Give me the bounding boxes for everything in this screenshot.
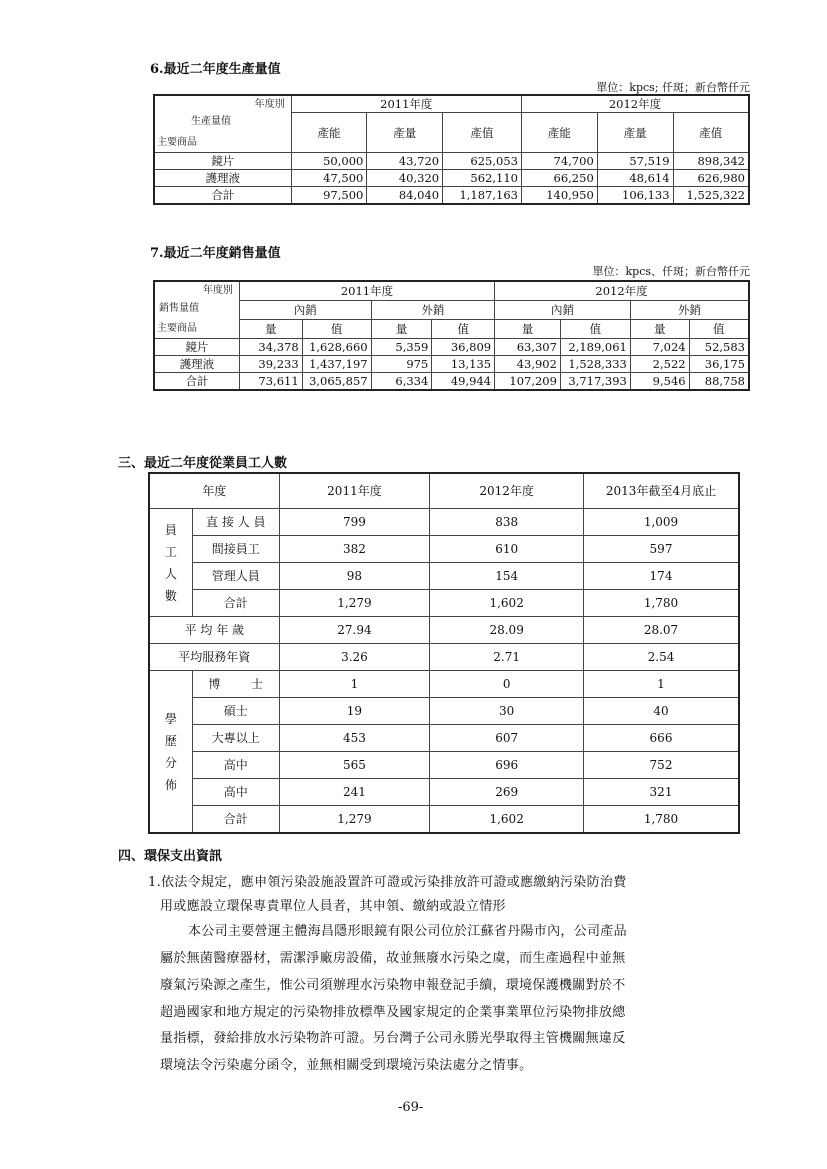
corner-value: 銷售量值 bbox=[159, 303, 199, 314]
cell: 49,944 bbox=[432, 373, 495, 391]
col-header: 產能 bbox=[291, 113, 367, 153]
cell: 1,187,163 bbox=[443, 187, 522, 205]
table-row bbox=[154, 170, 749, 187]
cell: 597 bbox=[584, 536, 740, 563]
cell: 28.09 bbox=[430, 617, 584, 644]
table-row bbox=[154, 339, 749, 356]
cell: 28.07 bbox=[584, 617, 740, 644]
cell: 40 bbox=[584, 698, 740, 725]
row-label: 護理液 bbox=[154, 170, 291, 187]
cell: 174 bbox=[584, 563, 740, 590]
row-label: 護理液 bbox=[154, 356, 239, 373]
row-label: 合計 bbox=[192, 806, 279, 834]
corner-year: 年度別 bbox=[202, 285, 233, 296]
cell: 2.71 bbox=[430, 644, 584, 671]
cell: 610 bbox=[430, 536, 584, 563]
cell: 39,233 bbox=[239, 356, 302, 373]
table-row bbox=[154, 153, 749, 170]
row-label: 合計 bbox=[154, 187, 291, 205]
row-label: 直 接 人 員 bbox=[192, 509, 279, 536]
cell: 66,250 bbox=[521, 170, 597, 187]
table-row bbox=[149, 563, 739, 590]
cell: 5,359 bbox=[371, 339, 432, 356]
cell: 9,546 bbox=[630, 373, 689, 391]
year-header: 2012年度 bbox=[495, 281, 749, 301]
row-label: 間接員工 bbox=[192, 536, 279, 563]
corner-product: 主要商品 bbox=[157, 137, 197, 148]
cell: 34,378 bbox=[239, 339, 302, 356]
cell: 140,950 bbox=[521, 187, 597, 205]
cell: 2,522 bbox=[630, 356, 689, 373]
col-header: 量 bbox=[630, 320, 689, 339]
table-row bbox=[154, 373, 749, 391]
col-header: 值 bbox=[302, 320, 371, 339]
cell: 625,053 bbox=[443, 153, 522, 170]
cell: 562,110 bbox=[443, 170, 522, 187]
cell: 607 bbox=[430, 725, 584, 752]
table-row bbox=[154, 187, 749, 205]
cell: 43,720 bbox=[367, 153, 443, 170]
col-header: 量 bbox=[371, 320, 432, 339]
market-header: 內銷 bbox=[495, 301, 631, 320]
market-header: 外銷 bbox=[630, 301, 749, 320]
row-label: 合計 bbox=[154, 373, 239, 391]
corner-header bbox=[154, 95, 291, 153]
sec7-unit: 單位：kpcs、仟斑；新台幣仟元 bbox=[592, 265, 750, 278]
row-label: 博 士 bbox=[192, 671, 279, 698]
cell: 799 bbox=[279, 509, 430, 536]
table-row bbox=[149, 725, 739, 752]
table-row bbox=[149, 698, 739, 725]
cell: 1,279 bbox=[279, 806, 430, 834]
cell: 88,758 bbox=[689, 373, 749, 391]
sec4-title: 四、環保支出資訊 bbox=[118, 849, 223, 864]
page-number: -69- bbox=[398, 1100, 424, 1115]
sec4-line: 本公司主要營運主體海昌隱形眼鏡有限公司位於江蘇省丹陽市內，公司產品 bbox=[188, 924, 627, 939]
edu-group-label: 學歷分佈 bbox=[149, 671, 192, 834]
cell: 107,209 bbox=[495, 373, 561, 391]
sec4-line: 廢氣污染源之產生，惟公司須辦理水污染物申報登記手續，環境保護機關對於不 bbox=[160, 978, 626, 993]
cell: 106,133 bbox=[597, 187, 673, 205]
cell: 453 bbox=[279, 725, 430, 752]
cell: 30 bbox=[430, 698, 584, 725]
sec4-line: 環境法令污染處分函令，並無相關受到環境污染法處分之情事。 bbox=[160, 1058, 533, 1073]
cell: 43,902 bbox=[495, 356, 561, 373]
cell: 1,602 bbox=[430, 806, 584, 834]
cell: 6,334 bbox=[371, 373, 432, 391]
cell: 752 bbox=[584, 752, 740, 779]
cell: 36,809 bbox=[432, 339, 495, 356]
cell: 3.26 bbox=[279, 644, 430, 671]
corner-year: 年度別 bbox=[254, 99, 285, 110]
row-label: 合計 bbox=[192, 590, 279, 617]
cell: 1,602 bbox=[430, 590, 584, 617]
sec6-title: 6.最近二年度生產量值 bbox=[150, 62, 281, 77]
staff-group-label: 員工人數 bbox=[149, 509, 192, 617]
col-header: 產值 bbox=[673, 113, 749, 153]
sec4-line: 量指標，發給排放水污染物許可證。另台灣子公司永勝光學取得主管機關無違反 bbox=[160, 1031, 626, 1046]
col-header: 量 bbox=[495, 320, 561, 339]
cell: 1,628,660 bbox=[302, 339, 371, 356]
year-header: 2011年度 bbox=[291, 95, 521, 113]
col-header: 產量 bbox=[597, 113, 673, 153]
cell: 27.94 bbox=[279, 617, 430, 644]
cell: 48,614 bbox=[597, 170, 673, 187]
cell: 7,024 bbox=[630, 339, 689, 356]
cell: 84,040 bbox=[367, 187, 443, 205]
cell: 47,500 bbox=[291, 170, 367, 187]
cell: 696 bbox=[430, 752, 584, 779]
sales-table bbox=[153, 280, 750, 391]
cell: 63,307 bbox=[495, 339, 561, 356]
cell: 19 bbox=[279, 698, 430, 725]
cell: 666 bbox=[584, 725, 740, 752]
employee-table bbox=[148, 472, 740, 834]
cell: 898,342 bbox=[673, 153, 749, 170]
col-header: 2011年度 bbox=[279, 473, 430, 509]
cell: 3,065,857 bbox=[302, 373, 371, 391]
table-row bbox=[149, 617, 739, 644]
sec4-line: 超過國家和地方規定的污染物排放標準及國家規定的企業事業單位污染物排放總 bbox=[160, 1005, 626, 1020]
cell: 74,700 bbox=[521, 153, 597, 170]
row-label: 管理人員 bbox=[192, 563, 279, 590]
cell: 1,009 bbox=[584, 509, 740, 536]
corner-value: 生產量值 bbox=[191, 116, 231, 127]
cell: 1,525,322 bbox=[673, 187, 749, 205]
col-header: 2012年度 bbox=[430, 473, 584, 509]
cell: 73,611 bbox=[239, 373, 302, 391]
col-header: 值 bbox=[432, 320, 495, 339]
cell: 1,780 bbox=[584, 806, 740, 834]
sec7-title: 7.最近二年度銷售量值 bbox=[150, 246, 281, 261]
cell: 2,189,061 bbox=[560, 339, 630, 356]
table-row bbox=[149, 752, 739, 779]
cell: 3,717,393 bbox=[560, 373, 630, 391]
sec6-unit: 單位：kpcs; 仟斑；新台幣仟元 bbox=[596, 81, 750, 94]
cell: 975 bbox=[371, 356, 432, 373]
market-header: 內銷 bbox=[239, 301, 371, 320]
sec4-line: 屬於無菌醫療器材，需潔淨廠房設備，故並無廢水污染之虞，而生產過程中並無 bbox=[160, 951, 626, 966]
year-header: 2011年度 bbox=[239, 281, 494, 301]
row-label: 大專以上 bbox=[192, 725, 279, 752]
table-row bbox=[149, 671, 739, 698]
cell: 50,000 bbox=[291, 153, 367, 170]
cell: 382 bbox=[279, 536, 430, 563]
table-row bbox=[154, 356, 749, 373]
col-header: 量 bbox=[239, 320, 302, 339]
cell: 36,175 bbox=[689, 356, 749, 373]
sec3-title: 三、最近二年度從業員工人數 bbox=[118, 456, 288, 471]
cell: 321 bbox=[584, 779, 740, 806]
cell: 838 bbox=[430, 509, 584, 536]
market-header: 外銷 bbox=[371, 301, 494, 320]
cell: 1 bbox=[279, 671, 430, 698]
cell: 1 bbox=[584, 671, 740, 698]
production-table bbox=[153, 94, 750, 205]
table-row bbox=[149, 509, 739, 536]
col-header: 值 bbox=[560, 320, 630, 339]
cell: 2.54 bbox=[584, 644, 740, 671]
cell: 0 bbox=[430, 671, 584, 698]
row-label: 高中 bbox=[192, 752, 279, 779]
cell: 241 bbox=[279, 779, 430, 806]
cell: 57,519 bbox=[597, 153, 673, 170]
cell: 565 bbox=[279, 752, 430, 779]
col-header: 年度 bbox=[149, 473, 279, 509]
year-header: 2012年度 bbox=[521, 95, 749, 113]
cell: 1,279 bbox=[279, 590, 430, 617]
cell: 98 bbox=[279, 563, 430, 590]
col-header: 產量 bbox=[367, 113, 443, 153]
row-label: 高中 bbox=[192, 779, 279, 806]
table-row bbox=[149, 806, 739, 834]
cell: 13,135 bbox=[432, 356, 495, 373]
row-label: 碩士 bbox=[192, 698, 279, 725]
table-row bbox=[149, 779, 739, 806]
corner-header bbox=[154, 281, 239, 339]
sec4-line: 1.依法令規定，應申領污染設施設置許可證或污染排放許可證或應繳納污染防治費 bbox=[148, 875, 627, 890]
col-header: 產能 bbox=[521, 113, 597, 153]
row-label: 平均服務年資 bbox=[149, 644, 279, 671]
cell: 154 bbox=[430, 563, 584, 590]
table-row bbox=[149, 644, 739, 671]
cell: 40,320 bbox=[367, 170, 443, 187]
cell: 52,583 bbox=[689, 339, 749, 356]
cell: 1,437,197 bbox=[302, 356, 371, 373]
table-row bbox=[149, 590, 739, 617]
cell: 97,500 bbox=[291, 187, 367, 205]
table-row bbox=[149, 536, 739, 563]
col-header: 值 bbox=[689, 320, 749, 339]
cell: 626,980 bbox=[673, 170, 749, 187]
row-label: 鏡片 bbox=[154, 339, 239, 356]
cell: 269 bbox=[430, 779, 584, 806]
row-label: 平 均 年 歲 bbox=[149, 617, 279, 644]
cell: 1,780 bbox=[584, 590, 740, 617]
col-header: 產值 bbox=[443, 113, 522, 153]
row-label: 鏡片 bbox=[154, 153, 291, 170]
col-header: 2013年截至4月底止 bbox=[584, 473, 740, 509]
corner-product: 主要商品 bbox=[157, 323, 197, 334]
cell: 1,528,333 bbox=[560, 356, 630, 373]
sec4-line: 用或應設立環保專責單位人員者，其申領、繳納或設立情形 bbox=[160, 899, 506, 914]
